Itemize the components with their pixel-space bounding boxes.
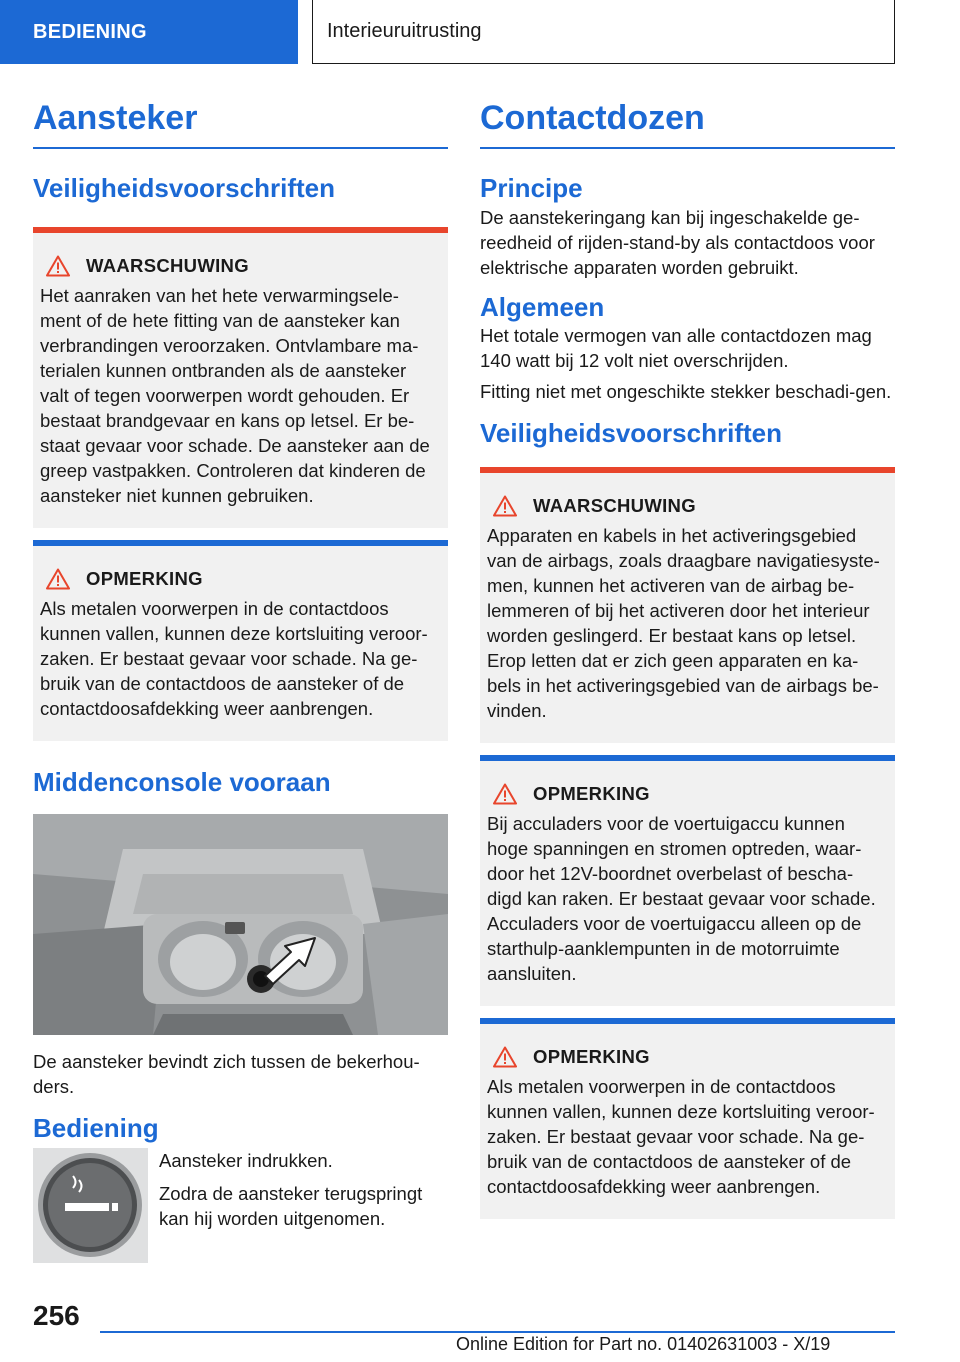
note-header-metal <box>487 1046 887 1068</box>
page-title-aansteker: Aansteker <box>33 100 448 149</box>
warning-box <box>33 227 448 528</box>
warning-triangle-icon <box>493 495 517 517</box>
note-header <box>40 568 440 590</box>
operation-row <box>33 1148 448 1263</box>
left-column <box>33 100 448 1263</box>
general-text-1: Het totale vermogen van alle contactdozen mag 140 watt bij 12 volt niet overschrijden. <box>480 324 872 371</box>
warning-triangle-icon <box>493 783 517 805</box>
general-text-2: Fitting niet met ongeschikte stekker beschadi-gen. <box>480 380 892 402</box>
warning-header-right <box>487 495 887 517</box>
section-tab: BEDIENING <box>0 0 298 64</box>
note-header-acculader <box>487 783 887 805</box>
warning-box-right <box>480 467 895 743</box>
operation-step-2: Zodra de aansteker terugspringt kan hij worden uitgenomen. <box>159 1182 423 1229</box>
operation-step-1: Aansteker indrukken. <box>159 1149 333 1171</box>
warning-label: WAARSCHUWING <box>86 254 249 276</box>
warning-text-right: Apparaten en kabels in het activeringsgebied van de airbags, zoals draagbare navigatiesyste-men, kunnen het activeren van de airbag be-lemmeren of bij het activeren door het interieur worden geslingerd. Er bestaat kans op letsel. Erop letten dat er zich geen apparaten en ka-bels in het activeringsgebied van de airbags be-vinden. <box>487 524 880 721</box>
console-heading: Middenconsole vooraan <box>33 766 331 797</box>
note-text-metal: Als metalen voorwerpen in de contactdoos kunnen vallen, kunnen deze kortsluiting veroor-zaken. Er bestaat gevaar voor schade. Na ge-bruik van de contactdoos de aansteker of de contactdoosafdekking weer aanbrengen. <box>487 1075 875 1197</box>
right-column <box>480 100 895 1219</box>
operation-text <box>148 1148 448 1263</box>
edition-footer: Online Edition for Part no. 01402631003 - X/19 <box>456 1334 831 1354</box>
lighter-knob-icon <box>33 1148 148 1263</box>
note-label-metal: OPMERKING <box>533 1045 650 1067</box>
note-label-acculader: OPMERKING <box>533 782 650 804</box>
general-heading: Algemeen <box>480 291 605 322</box>
footer-divider <box>100 1331 895 1333</box>
warning-label-right: WAARSCHUWING <box>533 494 696 516</box>
principle-heading: Principe <box>480 173 583 204</box>
note-text: Als metalen voorwerpen in de contactdoos kunnen vallen, kunnen deze kortsluiting veroor-zaken. Er bestaat gevaar voor schade. Na ge-bruik van de contactdoos de aansteker of de contactdoosafdekking weer aanbrengen. <box>40 597 428 719</box>
warning-header <box>40 255 440 277</box>
warning-triangle-icon <box>46 255 70 277</box>
safety-heading-right: Veiligheidsvoorschriften <box>480 417 782 448</box>
note-box-metal <box>480 1018 895 1219</box>
topic-header: Interieuruitrusting <box>312 0 895 64</box>
operation-heading: Bediening <box>33 1112 159 1143</box>
principle-text: De aanstekeringang kan bij ingeschakelde ge-reedheid of rijden-stand-by als contactdoos voor elektrische apparaten worden gebruikt. <box>480 206 875 278</box>
note-box-acculader <box>480 755 895 1006</box>
page-title-contactdozen: Contactdozen <box>480 100 895 149</box>
console-caption: De aansteker bevindt zich tussen de bekerhou-ders. <box>33 1050 420 1097</box>
center-console-photo <box>33 814 448 1035</box>
note-text-acculader: Bij acculaders voor de voertuigaccu kunnen hoge spanningen en stromen optreden, waar-door het 12V-boordnet overbelast of bescha-digd kan raken. Er bestaat gevaar voor schade. Acculaders voor de voertuigaccu alleen op de starthulp-aanklempunten in de motorruimte aansluiten. <box>487 812 876 984</box>
page-number: 256 <box>33 1300 80 1331</box>
warning-text: Het aanraken van het hete verwarmingsele-ment of de hete fitting van de aansteker kan verbrandingen veroorzaken. Ontvlambare ma-terialen kunnen ontbranden als de aansteker valt of tegen voorwerpen wordt gehouden. Er bestaat brandgevaar en kans op letsel. Er be-staat gevaar voor schade. De aansteker aan de greep vastpakken. Controleren dat kinderen de aansteker niet kunnen gebruiken. <box>40 284 430 506</box>
note-label: OPMERKING <box>86 567 203 589</box>
warning-triangle-icon <box>46 568 70 590</box>
note-box <box>33 540 448 741</box>
safety-heading: Veiligheidsvoorschriften <box>33 173 335 204</box>
warning-triangle-icon <box>493 1046 517 1068</box>
